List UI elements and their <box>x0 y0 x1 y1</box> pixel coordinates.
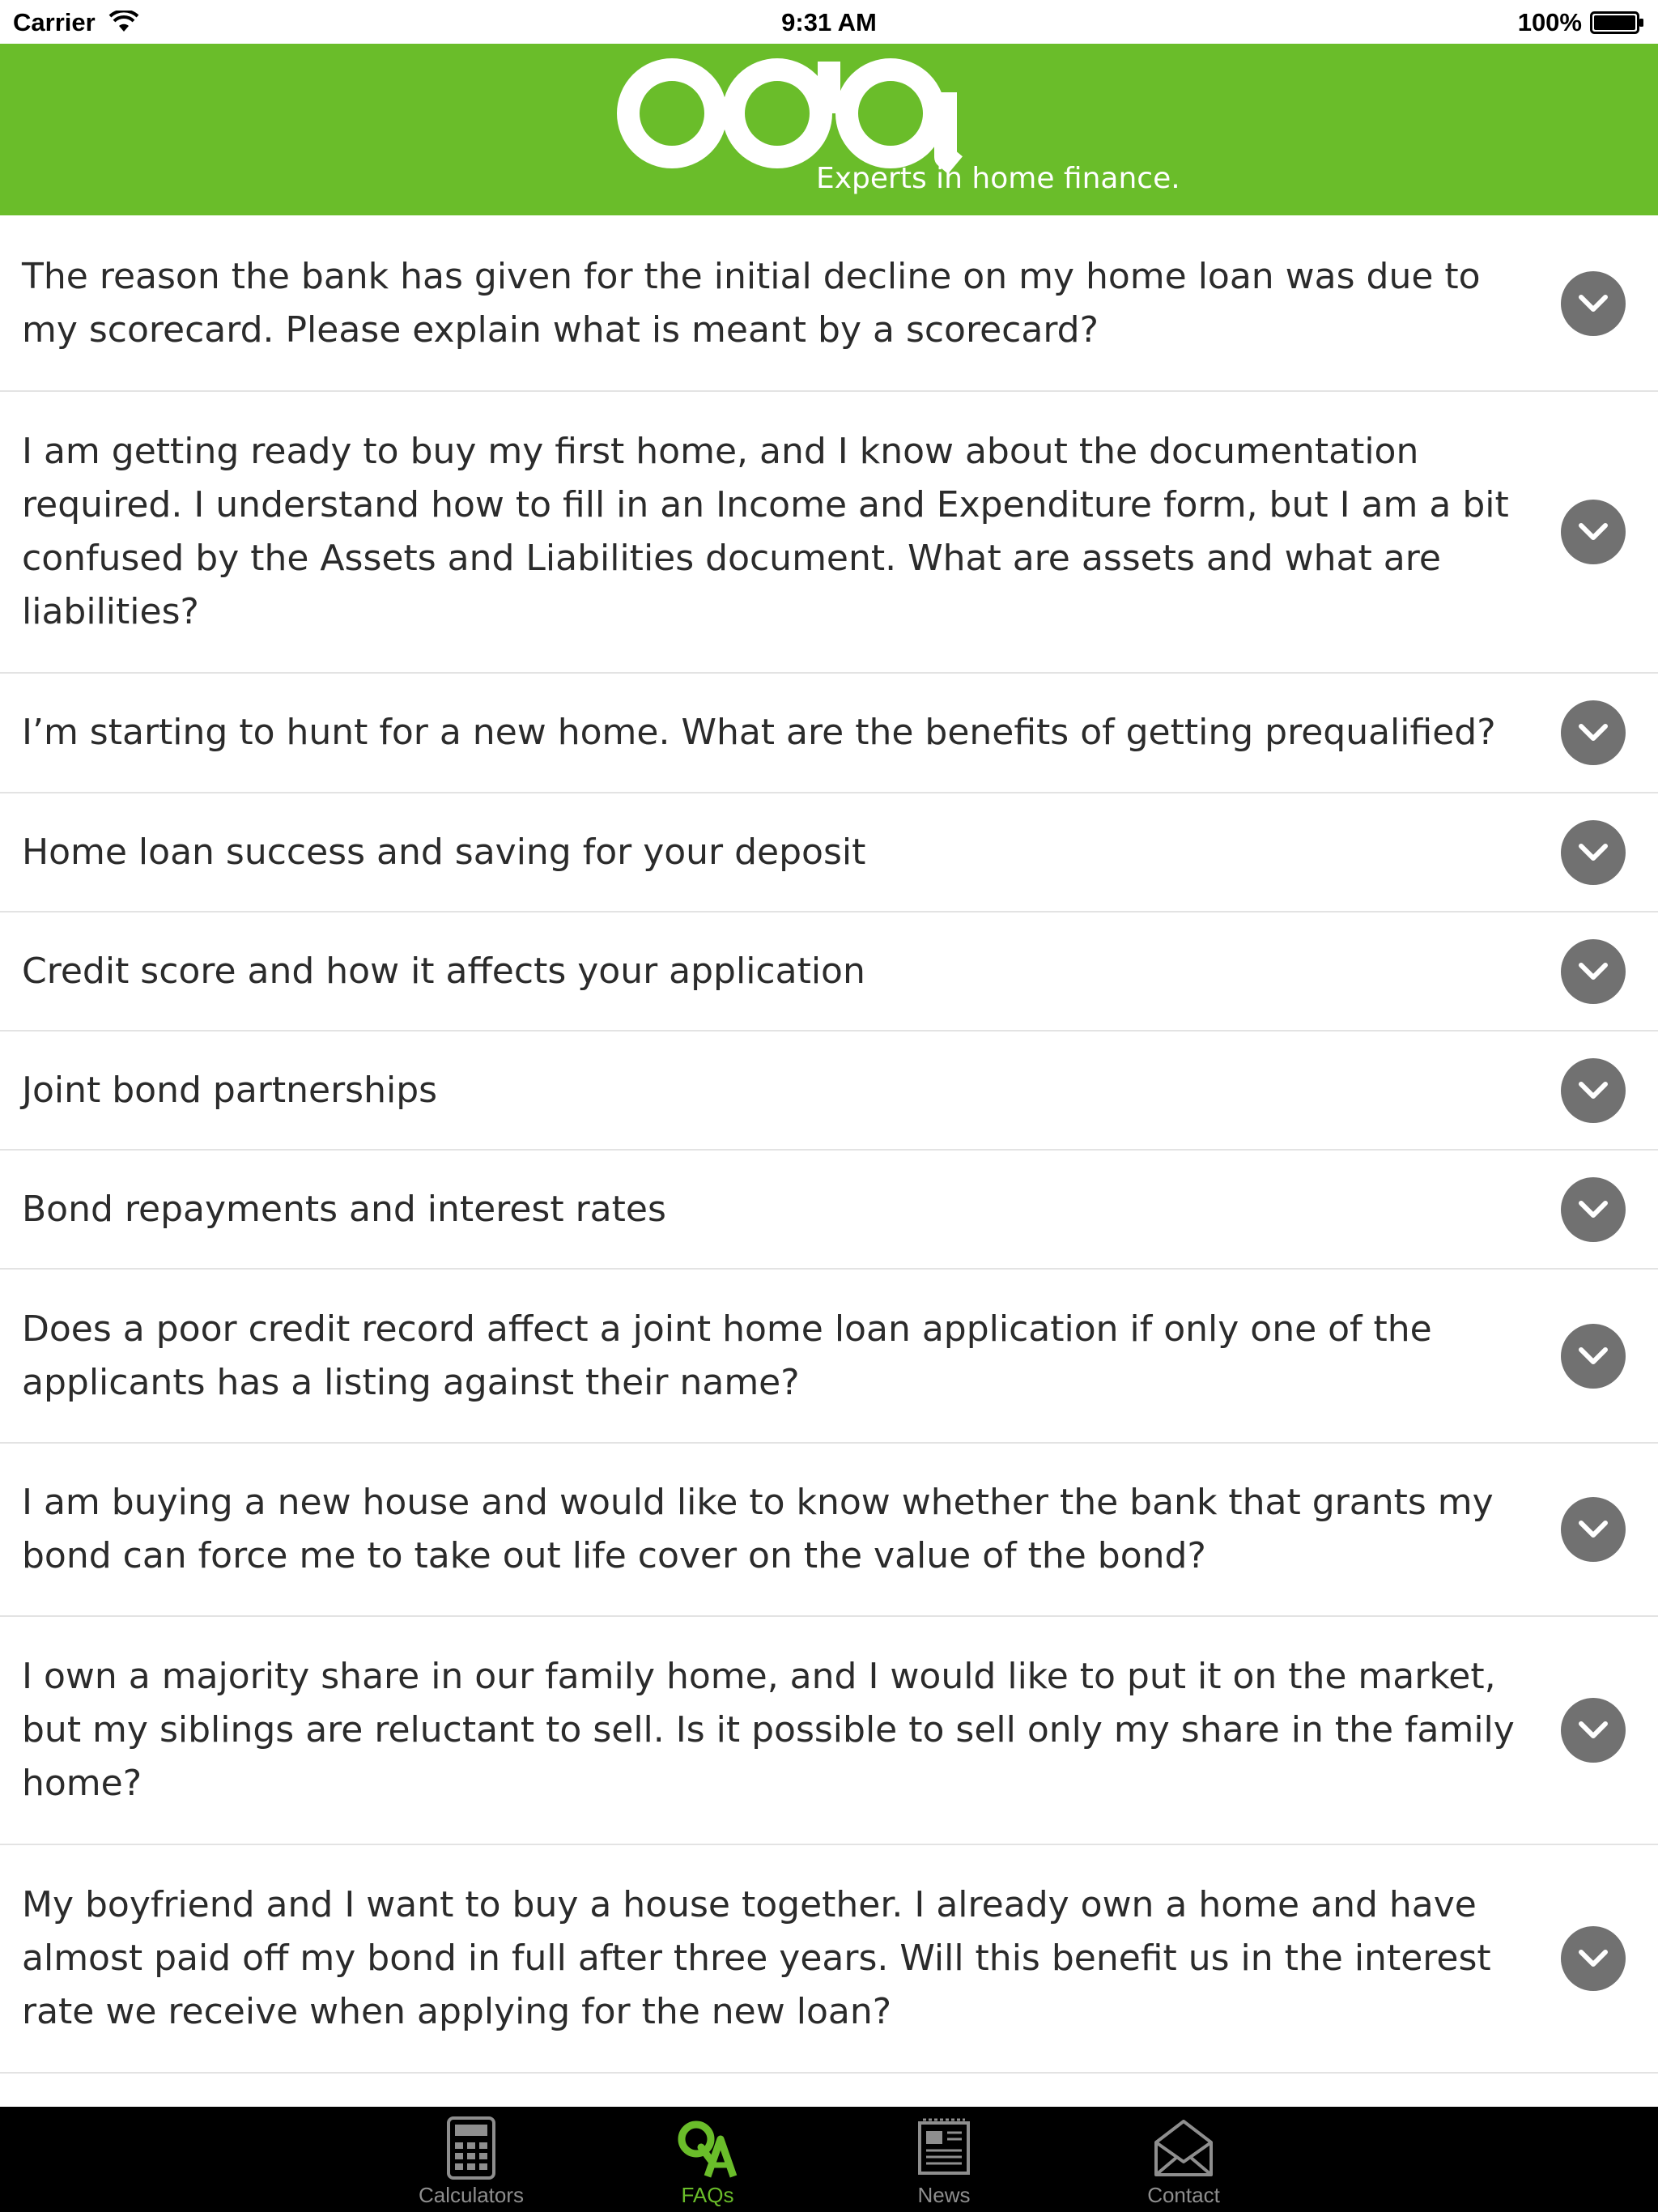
expand-button[interactable] <box>1561 1497 1626 1562</box>
faq-item[interactable] <box>0 674 1658 793</box>
faq-question: Bond repayments and interest rates <box>22 1188 666 1230</box>
faq-item[interactable] <box>0 793 1658 912</box>
faq-item[interactable] <box>0 912 1658 1032</box>
chevron-down-icon <box>1577 1200 1609 1219</box>
faq-question: I’m starting to hunt for a new home. What are the benefits of getting prequalified? <box>22 712 1496 753</box>
faq-item[interactable] <box>0 1617 1658 1845</box>
tab-news[interactable] <box>863 2107 1025 2212</box>
battery-icon <box>1590 11 1645 34</box>
chevron-down-icon <box>1577 1346 1609 1366</box>
calculator-icon <box>439 2115 504 2180</box>
faq-list <box>0 217 1658 2107</box>
battery-percent: 100% <box>1517 8 1582 36</box>
faq-question: Does a poor credit record affect a joint home loan application if only one of the applicants has a listing against their name? <box>22 1308 1432 1403</box>
faq-question: Joint bond partnerships <box>22 1069 438 1111</box>
expand-button[interactable] <box>1561 1058 1626 1123</box>
tab-label: Contact <box>1147 2183 1220 2207</box>
envelope-icon <box>1151 2115 1216 2180</box>
chevron-down-icon <box>1577 843 1609 862</box>
expand-button[interactable] <box>1561 1698 1626 1763</box>
clock: 9:31 AM <box>781 8 877 36</box>
tab-contact[interactable] <box>1103 2107 1265 2212</box>
faq-question: I am buying a new house and would like to know whether the bank that grants my bond can force me to take out life cover on the value of the bond? <box>22 1482 1494 1576</box>
tab-calculators[interactable] <box>390 2107 552 2212</box>
faq-item[interactable] <box>0 1270 1658 1444</box>
chevron-down-icon <box>1577 1949 1609 1968</box>
faq-question: I am getting ready to buy my first home, and I know about the documentation required. I understand how to fill in an Income and Expenditure form, but I am a bit confused by the Assets and Liabilities document. What are assets and what are liabilities? <box>22 431 1509 632</box>
chevron-down-icon <box>1577 1721 1609 1740</box>
ooba-logo <box>615 52 965 173</box>
tab-label: Calculators <box>418 2183 525 2207</box>
faq-item[interactable] <box>0 392 1658 674</box>
faq-question: Home loan success and saving for your deposit <box>22 831 866 873</box>
faq-item[interactable] <box>0 1845 1658 2074</box>
newspaper-icon <box>912 2115 976 2180</box>
expand-button[interactable] <box>1561 1177 1626 1242</box>
faq-item[interactable] <box>0 1032 1658 1151</box>
carrier-label: Carrier <box>13 8 96 36</box>
faq-question: My boyfriend and I want to buy a house together. I already own a home and have almost paid off my bond in full after three years. Will this benefit us in the interest rate we receive when applying for the new loan? <box>22 1884 1491 2032</box>
tagline: Experts in home finance. <box>816 162 1180 195</box>
faq-item[interactable] <box>0 217 1658 392</box>
expand-button[interactable] <box>1561 500 1626 564</box>
chevron-down-icon <box>1577 522 1609 542</box>
chevron-down-icon <box>1577 962 1609 981</box>
expand-button[interactable] <box>1561 271 1626 336</box>
chevron-down-icon <box>1577 1081 1609 1100</box>
chevron-down-icon <box>1577 723 1609 742</box>
faq-question: The reason the bank has given for the initial decline on my home loan was due to my scorecard. Please explain what is meant by a scorecard? <box>22 256 1481 351</box>
tab-label: FAQs <box>681 2183 734 2207</box>
app-header <box>0 44 1658 215</box>
faq-item[interactable] <box>0 1444 1658 1617</box>
tab-label: News <box>917 2183 971 2207</box>
chevron-down-icon <box>1577 294 1609 313</box>
faq-item[interactable] <box>0 1151 1658 1270</box>
chevron-down-icon <box>1577 1520 1609 1539</box>
tab-faqs[interactable] <box>627 2107 789 2212</box>
expand-button[interactable] <box>1561 1324 1626 1389</box>
expand-button[interactable] <box>1561 939 1626 1004</box>
tab-bar <box>0 2107 1658 2212</box>
expand-button[interactable] <box>1561 700 1626 765</box>
qa-icon <box>675 2115 740 2180</box>
faq-question: I own a majority share in our family home, and I would like to put it on the market, but my siblings are reluctant to sell. Is it possible to sell only my share in the family home? <box>22 1656 1515 1804</box>
expand-button[interactable] <box>1561 1926 1626 1991</box>
expand-button[interactable] <box>1561 820 1626 885</box>
status-bar <box>0 0 1658 44</box>
faq-question: Credit score and how it affects your application <box>22 950 865 992</box>
